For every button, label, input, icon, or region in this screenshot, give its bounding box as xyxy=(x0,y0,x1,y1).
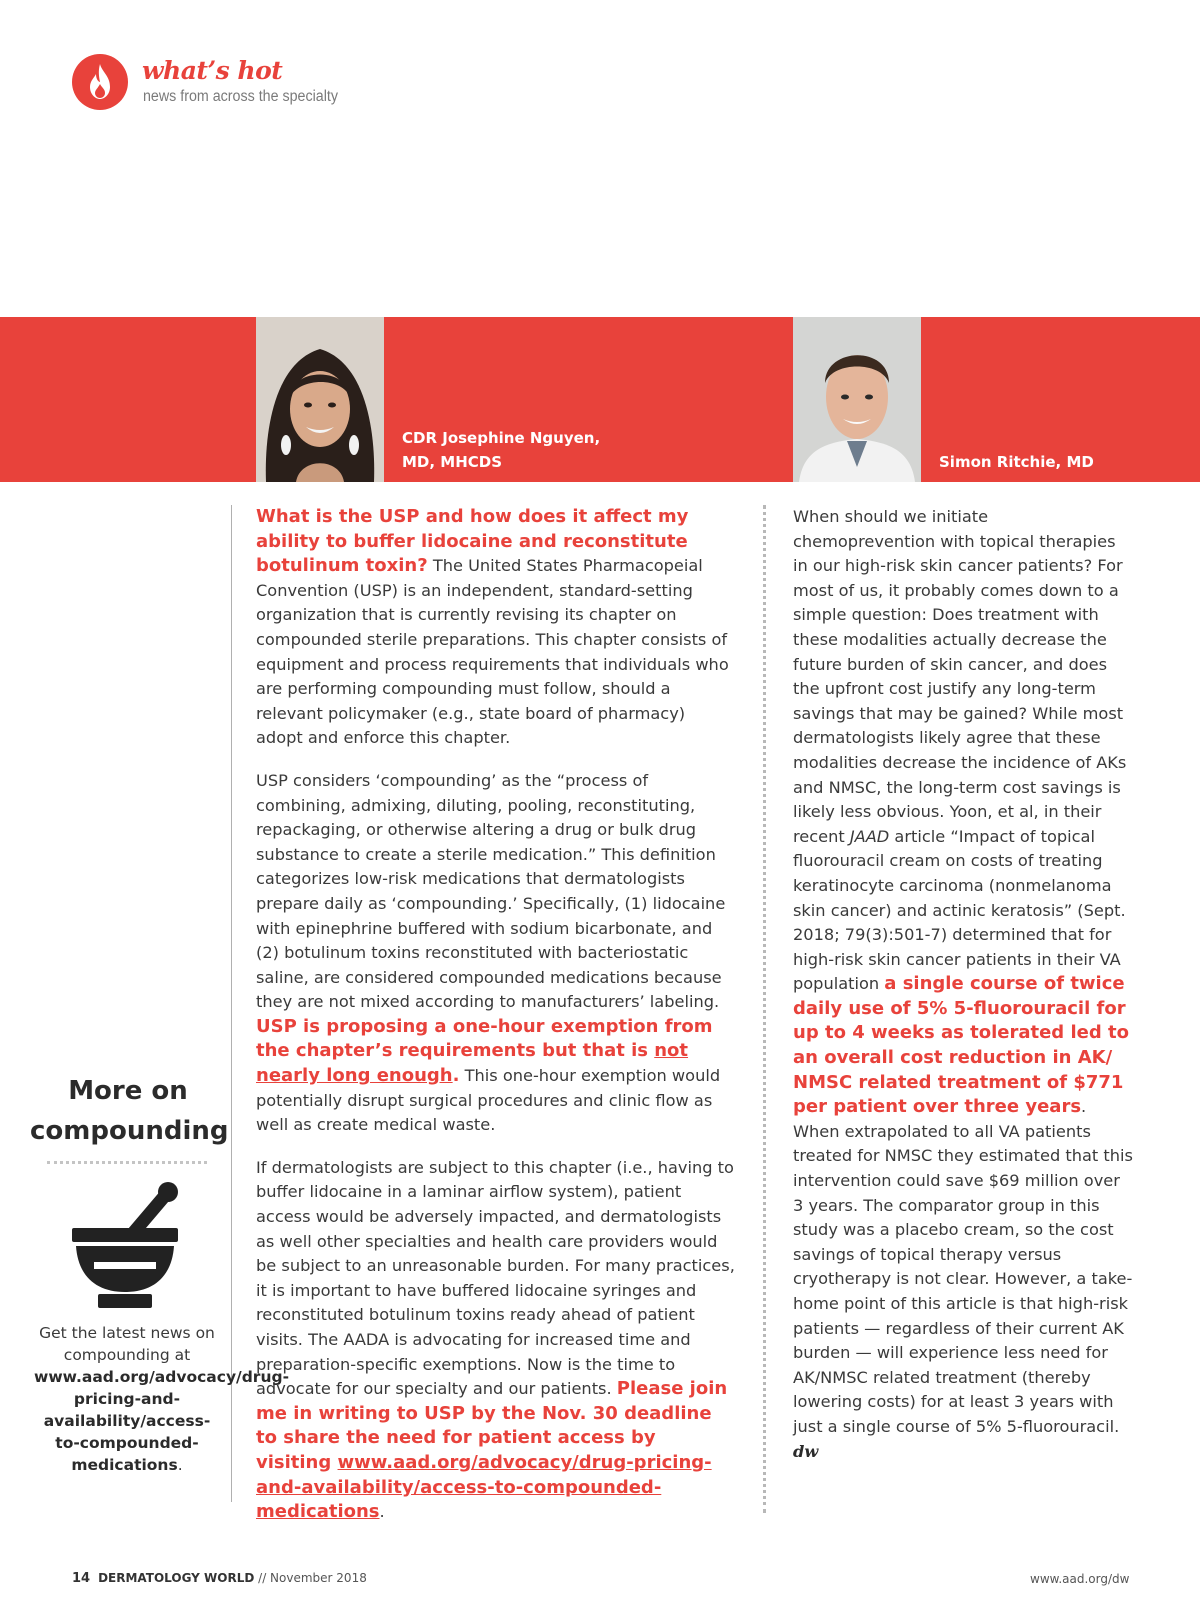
author-photo-nguyen xyxy=(256,317,384,482)
sidebar-divider xyxy=(47,1161,207,1164)
publication-name: DERMATOLOGY WORLD xyxy=(98,1571,255,1585)
advocacy-link[interactable]: www.aad.org/advocacy/drug-pricing-and-availability/access-to-compounded-medications xyxy=(256,1451,712,1523)
mortar-pestle-icon xyxy=(64,1180,186,1310)
issue-date: // November 2018 xyxy=(254,1571,367,1585)
column-divider xyxy=(231,505,232,1502)
paragraph: If dermatologists are subject to this chapter (i.e., having to buffer lidocaine in a laminar airflow system), patient access would be adversely impacted, and dermatologists as well other specialties and health care providers would be subject to an unreasonable burden. For many practices, it is important to have buffered lidocaine syringes and reconstituted botulinum toxins ready ahead of patient visits. The AADA is advocating for increased time and preparation-specific exemptions. Now is the time to advocate for our specialty and our patients. Please join me in writing to USP by the Nov. 30 deadline to share the need for patient access by visiting www.aad.org/advocacy/drug-pricing-and-availability/access-to-compounded-medications. xyxy=(256,1157,735,1523)
call-to-action: Please join me in writing to USP by the Nov. 30 deadline to share the need for patient access by visiting xyxy=(256,1378,728,1473)
flame-icon xyxy=(72,54,128,110)
author-name-nguyen: CDR Josephine Nguyen, MD, MHCDS xyxy=(402,429,601,471)
article-usp-compounding xyxy=(256,505,736,1543)
article-question: What is the USP and how does it affect my ability to buffer lidocaine and reconstitute botulinum toxin? xyxy=(256,506,689,577)
paragraph: What is the USP and how does it affect my ability to buffer lidocaine and reconstitute botulinum toxin? The United States Pharmacopeial Convention (USP) is an independent, standard-setting organization that is currently revising its chapter on compounded sterile preparations. This chapter consists of equipment and process requirements that individuals who are performing compounding must follow, should a relevant policymaker (e.g., state board of pharmacy) adopt and enforce this chapter. xyxy=(256,506,729,748)
section-title: what’s hot xyxy=(142,56,283,85)
paragraph: When should we initiate chemoprevention with topical therapies in our high-risk skin cancer patients? For most of us, it probably comes down to a simple question: Does treatment with these modalities actually decrease the future burden of skin cancer, and does the upfront cost justify any long-term savings that may be gained? While most dermatologists likely agree that these modalities decrease the incidence of AKs and NMSC, the long-term cost savings is likely less obvious. Yoon, et al, in their recent JAAD article “Impact of topical fluorouracil cream on costs of treating keratinocyte carcinoma (nonmelanoma skin cancer) and actinic keratosis” (Sept. 2018; 79(3):501-7) determined that for high-risk skin cancer patients in their VA population a single course of twice daily use of 5% 5-fluorouracil for up to 4 weeks as tolerated led to an overall cost reduction in AK/ NMSC related treatment of $771 per patient over three years. When extrapolated to all VA patients treated for NMSC they estimated that this intervention could save $69 million over 3 years. The comparator group in this study was a placebo cream, so the cost savings of topical therapy versus cryotherapy is not clear. However, a take-home point of this article is that high-risk patients — regardless of their current AK burden — will experience less need for AK/NMSC related treatment (thereby lowering costs) for at least 3 years with just a single course of 5% 5-fluorouracil. dw xyxy=(793,507,1133,1461)
sidebar-title: More on compounding xyxy=(30,1076,229,1146)
emphasis-underlined: not nearly long enough xyxy=(256,1040,689,1087)
footer-left xyxy=(72,1571,367,1586)
sidebar-text: Get the latest news on compounding at www.aad.org/advocacy/drug-pricing-and-availability/access-to-compounded-medications. xyxy=(34,1324,290,1474)
highlight-text: a single course of twice daily use of 5% 5-fluorouracil for up to 4 weeks as tolerated led to an overall cost reduction in AK/ NMSC related treatment of $771 per patient over three years xyxy=(793,973,1129,1118)
author-photo-ritchie xyxy=(793,317,921,482)
article-5fu-chemoprevention xyxy=(793,505,1133,1482)
section-subtitle: news from across the specialty xyxy=(143,88,338,105)
journal-name: JAAD xyxy=(849,826,890,846)
paragraph: USP considers ‘compounding’ as the “process of combining, admixing, diluting, pooling, reconstituting, repackaging, or otherwise altering a drug or bulk drug substance to create a sterile medication.” This definition categorizes low-risk medications that dermatologists prepare daily as ‘compounding.’ Specifically, (1) lidocaine with epinephrine buffered with sodium bicarbonate, and (2) botulinum toxins reconstituted with bacteriostatic saline, are considered compounded medications because they are not mixed according to manufacturers’ labeling. USP is proposing a one-hour exemption from the chapter’s requirements but that is not nearly long enough. This one-hour exemption would potentially disrupt surgical procedures and clinic flow as well as create medical waste. xyxy=(256,770,726,1135)
page-number: 14 xyxy=(72,1571,91,1586)
compounding-link[interactable]: www.aad.org/advocacy/drug-pricing-and-availability/access-to-compounded-medications xyxy=(34,1368,290,1474)
column-divider-dotted xyxy=(763,505,766,1513)
author-name-ritchie: Simon Ritchie, MD xyxy=(939,453,1094,471)
footer-url[interactable]: www.aad.org/dw xyxy=(1030,1572,1130,1586)
highlight-text: USP is proposing a one-hour exemption from the chapter’s requirements but that is xyxy=(256,1015,713,1062)
signoff-mark: dw xyxy=(793,1441,819,1461)
